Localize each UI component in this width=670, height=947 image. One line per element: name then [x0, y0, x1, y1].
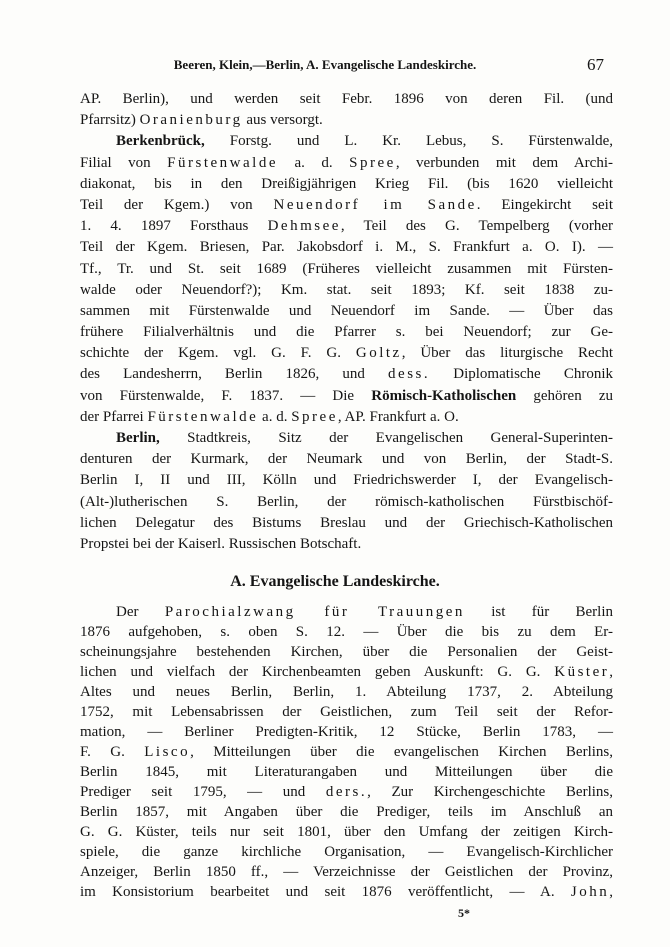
- text-segment: , Über das liturgische Recht: [401, 345, 614, 362]
- text-line: [80, 216, 613, 237]
- spaced-name: Neuendorf im Sande: [273, 196, 477, 213]
- spaced-name: ders.: [325, 784, 368, 800]
- text-line: [80, 407, 613, 428]
- text-segment: . Eingekircht seit: [476, 196, 613, 213]
- page-number: 67: [587, 55, 604, 74]
- text-segment: a. d.: [258, 408, 292, 425]
- text-line: [80, 534, 613, 555]
- spaced-name: Oranienburg: [139, 112, 243, 129]
- text-segment: AP. Berlin), und werden seit Febr. 1896 von deren Fil. (und: [80, 91, 613, 107]
- text-segment: Der: [116, 604, 165, 620]
- spaced-name: Küster: [554, 664, 610, 680]
- section-paragraph: [80, 602, 613, 902]
- text-line: [80, 782, 613, 802]
- text-segment: Filial von: [80, 154, 168, 171]
- text-line: [80, 862, 613, 882]
- entries-berkenbrueck-berlin: [80, 89, 613, 555]
- text-line: [80, 802, 613, 822]
- section-heading: A. Evangelische Landeskirche.: [230, 573, 440, 590]
- text-segment: , AP. Frankfurt a. O.: [337, 408, 459, 425]
- text-segment: gehören zu: [516, 387, 614, 404]
- text-segment: Berlin 1845, mit Literaturangaben und Mitteilungen über die: [80, 764, 613, 780]
- text-line: [80, 428, 613, 449]
- text-line: [80, 110, 613, 131]
- bold-term: Römisch-Katholischen: [371, 387, 517, 404]
- text-line: [80, 662, 613, 682]
- signature-mark: 5*: [458, 906, 470, 920]
- text-segment: , verbunden mit dem Archi-: [395, 154, 614, 171]
- text-line: [80, 386, 613, 407]
- text-line: [80, 259, 613, 280]
- text-line: [80, 364, 613, 385]
- text-segment: , Zur Kirchengeschichte Berlins,: [367, 784, 613, 800]
- text-segment: Anzeiger, Berlin 1850 ff., — Verzeichnisse der Geistlichen der Provinz,: [80, 864, 613, 880]
- text-segment: Tf., Tr. und St. seit 1689 (Früheres vielleicht zusammen mit Fürsten-: [80, 260, 613, 277]
- text-segment: a. d.: [278, 154, 350, 171]
- spaced-name: John: [570, 884, 610, 900]
- text-segment: Berlin I, II und III, Kölln und Friedrichswerder I, der Evangelisch-: [80, 472, 613, 489]
- text-line: [80, 322, 613, 343]
- spaced-name: Fürstenwalde: [147, 408, 259, 425]
- text-segment: Propstei bei der Kaiserl. Russischen Botschaft.: [80, 535, 362, 552]
- spaced-name: Parochialzwang für Trauungen: [164, 604, 465, 620]
- text-segment: lichen Delegatur des Bistums Breslau und der Griechisch-Katholischen: [80, 514, 613, 531]
- text-segment: Berlin 1857, mit Angaben über die Prediger, teils im Anschluß an: [80, 804, 613, 820]
- text-line: [80, 174, 613, 195]
- text-segment: Forstg. und L. Kr. Lebus, S. Fürstenwalde,: [204, 133, 613, 150]
- text-segment: spiele, die ganze kirchliche Organisation, — Evangelisch-Kirchlicher: [80, 844, 613, 860]
- running-header: Beeren, Klein,—Berlin, A. Evangelische Landeskirche.: [173, 57, 477, 72]
- text-line: [80, 762, 613, 782]
- text-segment: walde oder Neuendorf?); Km. stat. seit 1893; Kf. seit 1838 zu-: [80, 281, 613, 298]
- text-line: [80, 722, 613, 742]
- text-segment: Diplomatische Chronik: [430, 366, 614, 383]
- text-segment: der Pfarrei: [80, 408, 148, 425]
- spaced-name: Goltz: [355, 345, 402, 362]
- text-line: [80, 449, 613, 470]
- text-segment: 1752, mit Lebensabrissen der Geistlichen, zum Teil seit der Refor-: [80, 704, 613, 720]
- text-segment: sammen mit Fürstenwalde und Neuendorf im Sande. — Über das: [80, 302, 613, 319]
- text-segment: Stadtkreis, Sitz der Evangelischen General-Superinten-: [159, 430, 613, 446]
- bold-term: Berkenbrück,: [116, 133, 205, 150]
- text-segment: , Teil des G. Tempelberg (vorher: [340, 218, 613, 235]
- text-segment: aus versorgt.: [242, 112, 323, 129]
- spaced-name: Dehmsee: [267, 218, 341, 235]
- text-segment: ,: [609, 884, 613, 900]
- text-segment: mation, — Berliner Predigten-Kritik, 12 Stücke, Berlin 1783, —: [80, 724, 613, 740]
- text-line: [80, 237, 613, 258]
- text-segment: denturen der Kurmark, der Neumark und von Berlin, der Stadt-S.: [80, 451, 613, 468]
- text-segment: ist für Berlin: [464, 604, 613, 620]
- text-line: [80, 89, 613, 110]
- text-line: [80, 882, 613, 902]
- text-line: [80, 513, 613, 534]
- text-segment: G. G. Küster, teils nur seit 1801, über den Umfang der zeitigen Kirch-: [80, 824, 613, 840]
- text-line: [80, 682, 613, 702]
- text-segment: Altes und neues Berlin, Berlin, 1. Abteilung 1737, 2. Abteilung: [80, 684, 613, 700]
- spaced-name: Spree: [291, 408, 338, 425]
- text-segment: von Fürstenwalde, F. 1837. — Die: [80, 387, 372, 404]
- text-line: [80, 131, 613, 152]
- text-line: [80, 195, 613, 216]
- text-line: [80, 343, 613, 364]
- text-segment: F. G.: [80, 744, 145, 760]
- text-line: [80, 602, 613, 622]
- text-segment: scheinungsjahre bestehenden Kirchen, über die Personalien der Geist-: [80, 644, 613, 660]
- text-segment: 1876 aufgehoben, s. oben S. 12. — Über die bis zu dem Er-: [80, 624, 613, 640]
- text-segment: diakonat, bis in den Dreißigjährigen Krieg Fil. (bis 1620 vielleicht: [80, 175, 613, 192]
- spaced-name: Spree: [349, 154, 396, 171]
- text-segment: , Mitteilungen über die evangelischen Kirchen Berlins,: [190, 744, 613, 760]
- text-segment: Teil der Kgem.) von: [80, 196, 274, 213]
- text-line: [80, 622, 613, 642]
- text-line: [80, 153, 613, 174]
- text-segment: schichte der Kgem. vgl. G. F. G.: [80, 345, 356, 362]
- text-line: [80, 301, 613, 322]
- text-line: [80, 702, 613, 722]
- text-line: [80, 642, 613, 662]
- text-line: [80, 492, 613, 513]
- spaced-name: dess.: [388, 366, 431, 383]
- text-segment: lichen und vielfach der Kirchenbeamten geben Auskunft: G. G.: [80, 664, 555, 680]
- text-segment: Prediger seit 1795, — und: [80, 784, 326, 800]
- text-segment: ,: [609, 664, 613, 680]
- text-segment: (Alt-)lutherischen S. Berlin, der römisch-katholischen Fürstbischöf-: [80, 493, 613, 510]
- bold-term: Berlin,: [116, 430, 160, 446]
- text-segment: 1. 4. 1897 Forsthaus: [80, 218, 268, 235]
- spaced-name: Fürstenwalde: [167, 154, 278, 171]
- spaced-name: Lisco: [144, 744, 191, 760]
- text-segment: des Landesherrn, Berlin 1826, und: [80, 366, 389, 383]
- text-line: [80, 842, 613, 862]
- text-segment: Teil der Kgem. Briesen, Par. Jakobsdorf i. M., S. Frankfurt a. O. I). —: [80, 239, 613, 256]
- text-line: [80, 822, 613, 842]
- text-segment: im Konsistorium bearbeitet und seit 1876 veröffentlicht, — A.: [80, 884, 571, 900]
- text-segment: Pfarrsitz): [80, 112, 140, 129]
- text-line: [80, 470, 613, 491]
- text-line: [80, 742, 613, 762]
- text-segment: frühere Filialverhältnis und die Pfarrer s. bei Neuendorf; zur Ge-: [80, 324, 613, 341]
- text-line: [80, 280, 613, 301]
